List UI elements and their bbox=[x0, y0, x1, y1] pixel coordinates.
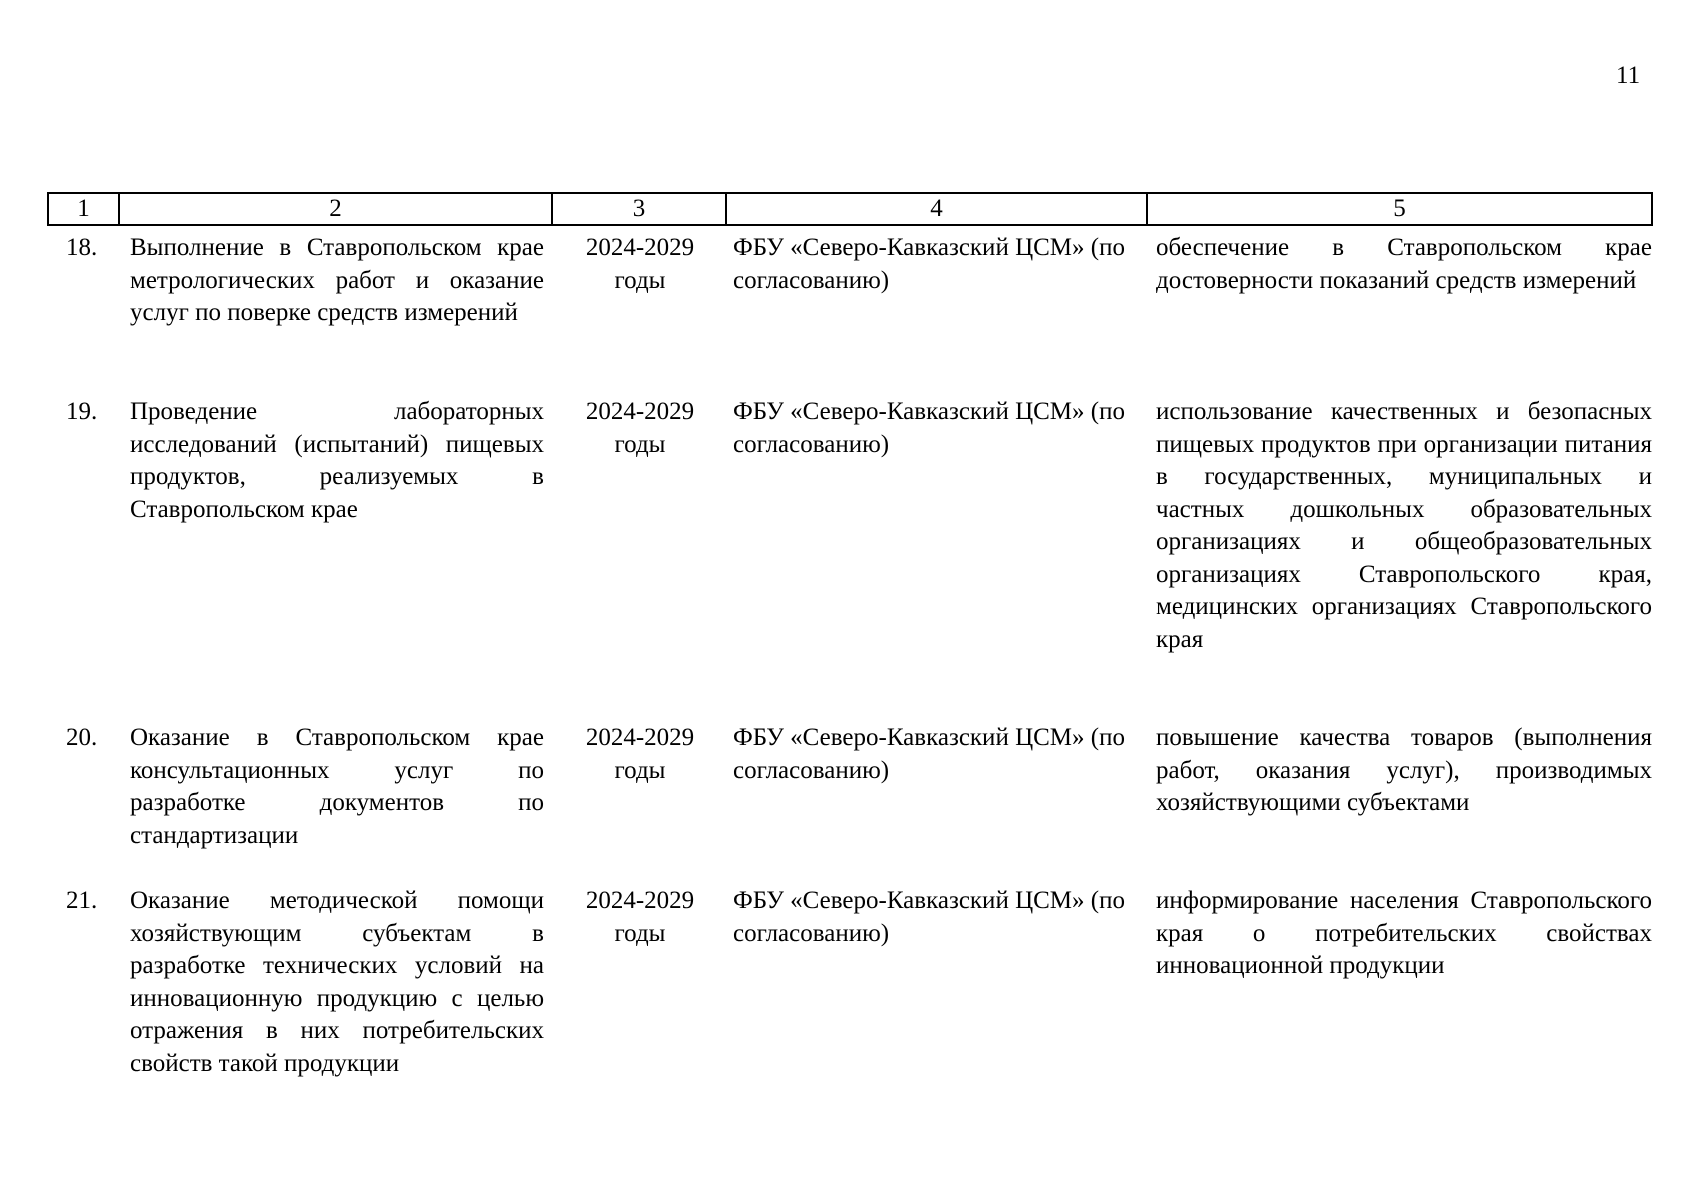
expected-result: обеспечение в Ставропольском крае достоверности показаний средств измерений bbox=[1156, 234, 1652, 294]
column-header-3: 3 bbox=[553, 194, 727, 224]
activity-name: Проведение лабораторных исследований (испытаний) пищевых продуктов, реализуемых в Ставропольском крае bbox=[130, 398, 544, 523]
column-header-1: 1 bbox=[49, 194, 120, 224]
expected-result: повышение качества товаров (выполнения работ, оказания услуг), производимых хозяйствующими субъектами bbox=[1156, 724, 1652, 816]
column-header-4: 4 bbox=[727, 194, 1148, 224]
executor: ФБУ «Северо-Кавказский ЦСМ» (по согласованию) bbox=[733, 724, 1125, 784]
implementation-period: 2024-2029 годы bbox=[585, 234, 695, 294]
page-number: 11 bbox=[1616, 62, 1641, 89]
row-number: 20. bbox=[66, 724, 98, 751]
column-header-2: 2 bbox=[120, 194, 553, 224]
activity-name: Выполнение в Ставропольском крае метрологических работ и оказание услуг по поверке средств измерений bbox=[130, 234, 544, 326]
executor: ФБУ «Северо-Кавказский ЦСМ» (по согласованию) bbox=[733, 234, 1125, 294]
implementation-period: 2024-2029 годы bbox=[585, 724, 695, 784]
expected-result: использование качественных и безопасных пищевых продуктов при организации питания в государственных, муниципальных и частных дошкольных образовательных организациях и общеобразовательных организациях Ставропольского края, медицинских организациях Ставропольского края bbox=[1156, 398, 1652, 653]
activity-name: Оказание в Ставропольском крае консультационных услуг по разработке документов по стандартизации bbox=[130, 724, 544, 849]
row-number: 18. bbox=[66, 234, 98, 261]
column-header-5: 5 bbox=[1393, 195, 1406, 222]
activity-name: Оказание методической помощи хозяйствующим субъектам в разработке технических условий на инновационную продукцию с целью отражения в них потребительских свойств такой продукции bbox=[130, 887, 544, 1077]
implementation-period: 2024-2029 годы bbox=[585, 887, 695, 947]
row-number: 21. bbox=[66, 887, 98, 914]
table-header bbox=[47, 192, 1653, 226]
expected-result: информирование населения Ставропольского края о потребительских свойствах инновационной продукции bbox=[1156, 887, 1652, 979]
executor: ФБУ «Северо-Кавказский ЦСМ» (по согласованию) bbox=[733, 887, 1125, 947]
row-number: 19. bbox=[66, 398, 98, 425]
implementation-period: 2024-2029 годы bbox=[585, 398, 695, 458]
executor: ФБУ «Северо-Кавказский ЦСМ» (по согласованию) bbox=[733, 398, 1125, 458]
